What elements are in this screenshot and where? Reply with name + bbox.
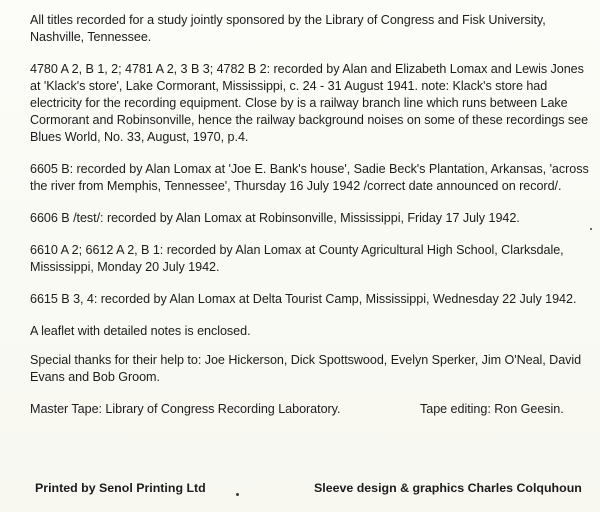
intro-paragraph: All titles recorded for a study jointly sponsored by the Library of Congress and Fisk University, Nashville, Tennessee.: [30, 13, 546, 44]
thanks-paragraph: Special thanks for their help to: Joe Hickerson, Dick Spottswood, Evelyn Sperker, Jim O'Neal, David Evans and Bob Groom.: [30, 353, 582, 384]
recording-paragraph-2: 6605 B: recorded by Alan Lomax at 'Joe E. Bank's house', Sadie Beck's Plantation, Arkansas, 'across the river from Memphis, Tennessee', Thursday 16 July 1942 /correct date announced on record/.: [30, 162, 589, 193]
sleeve-design-credit: Sleeve design & graphics Charles Colquhoun: [314, 481, 582, 495]
notes-body: [30, 12, 590, 418]
recording-paragraph-1: 4780 A 2, B 1, 2; 4781 A 2, 3 B 3; 4782 B 2: recorded by Alan and Elizabeth Lomax and Lewis Jones at 'Klack's store', Lake Cormorant, Mississippi, c. 24 - 31 August 1941. note: Klack's store had electricity for the recording equipment. Close by is a railway branch line which runs between Lake Cormorant and Robinsonville, hence the railway background noises on some of these recordings see Blues World, No. 33, August, 1970, p.4.: [30, 62, 589, 144]
print-speck: [236, 493, 239, 496]
footer-credits: [35, 481, 590, 499]
recording-paragraph-3: 6606 B /test/: recorded by Alan Lomax at Robinsonville, Mississippi, Friday 17 July 1942.: [30, 211, 520, 225]
printer-credit: Printed by Senol Printing Ltd: [35, 481, 206, 495]
leaflet-note: A leaflet with detailed notes is enclosed.: [30, 324, 251, 338]
tape-editing-credit: Tape editing: Ron Geesin.: [420, 402, 564, 416]
recording-paragraph-4: 6610 A 2; 6612 A 2, B 1: recorded by Alan Lomax at County Agricultural High School, Clarksdale, Mississippi, Monday 20 July 1942.: [30, 243, 564, 274]
print-speck: [590, 228, 592, 230]
master-tape-credit: Master Tape: Library of Congress Recording Laboratory.: [30, 402, 341, 416]
credits-row: [30, 401, 590, 418]
recording-paragraph-5: 6615 B 3, 4: recorded by Alan Lomax at Delta Tourist Camp, Mississippi, Wednesday 22 July 1942.: [30, 292, 577, 306]
